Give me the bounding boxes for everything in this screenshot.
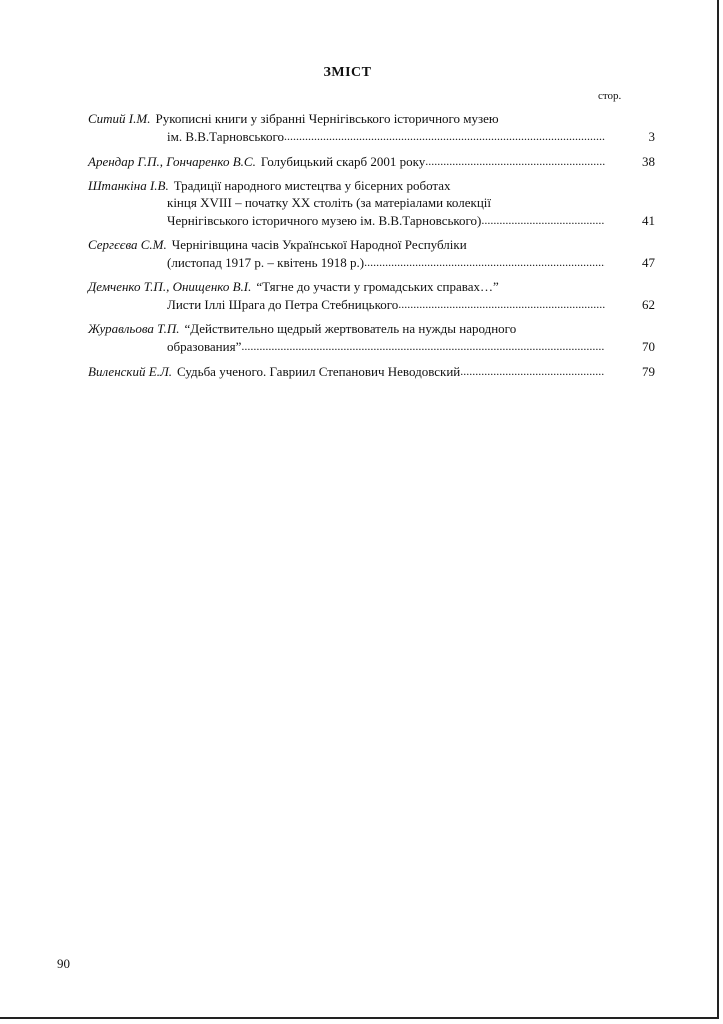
leader-dots xyxy=(241,337,605,355)
toc-entry-authors: Демченко Т.П., Онищенко В.І. xyxy=(88,279,252,294)
toc-entry-title: Чернігівщина часів Української Народної Республіки xyxy=(171,237,467,252)
toc-entry-authors: Виленский Е.Л. xyxy=(88,364,172,379)
toc-entry-title: Листи Іллі Шрага до Петра Стебницького xyxy=(167,297,399,312)
toc-entry-authors: Арендар Г.П., Гончаренко В.С. xyxy=(88,154,256,169)
toc-entry xyxy=(88,177,655,229)
toc-entry xyxy=(88,320,655,355)
toc-entry xyxy=(88,362,655,380)
toc-entry-line xyxy=(88,152,655,170)
toc-entry-title: “Действительно щедрый жертвователь на нужды народного xyxy=(184,321,517,336)
toc-entry-line xyxy=(88,127,655,145)
toc-entry-page: 70 xyxy=(642,339,655,354)
toc-entry-line xyxy=(88,337,655,355)
leader-dots xyxy=(425,152,605,170)
toc-entry-page: 79 xyxy=(642,364,655,379)
page-number: 90 xyxy=(57,956,70,971)
toc-entry-title: Чернігівського історичного музею ім. В.В.Тарновського) xyxy=(167,213,482,228)
toc-entry-page: 3 xyxy=(648,129,655,144)
toc-entry-page: 41 xyxy=(642,213,655,228)
toc-entry-title: Традиції народного мистецтва у бісерних роботах xyxy=(173,178,451,193)
toc-title: ЗМІСТ xyxy=(323,65,372,80)
toc-entry-title: (листопад 1917 р. – квітень 1918 р.) xyxy=(167,255,365,270)
toc-entry-title: кінця XVIII – початку XX століть (за матеріалами колекції xyxy=(167,195,492,210)
leader-dots xyxy=(481,211,605,229)
toc-entry-title: Рукописні книги у зібранні Чернігівського історичного музею xyxy=(155,111,499,126)
toc-entry-line xyxy=(88,253,655,271)
toc-entry-title: ім. В.В.Тарновського xyxy=(167,129,284,144)
toc-entry xyxy=(88,152,655,170)
toc-entry-page: 62 xyxy=(642,297,655,312)
toc-entry-authors: Штанкіна І.В. xyxy=(88,178,169,193)
page-column-label: стор. xyxy=(598,90,622,102)
toc-entry-page: 47 xyxy=(642,255,655,270)
leader-dots xyxy=(284,127,605,145)
toc-entry-title: образования” xyxy=(167,339,242,354)
toc-entry xyxy=(88,110,655,145)
toc-entry-line xyxy=(88,295,655,313)
toc-entry xyxy=(88,278,655,313)
toc-entry-line xyxy=(88,194,633,211)
toc-entry xyxy=(88,236,655,271)
leader-dots xyxy=(398,295,605,313)
leader-dots xyxy=(364,253,605,271)
toc-entry-line xyxy=(88,278,633,295)
toc-entry-line xyxy=(88,320,633,337)
toc-entry-line xyxy=(88,236,633,253)
toc-entry-authors: Сергєєва С.М. xyxy=(88,237,167,252)
table-of-contents xyxy=(88,110,655,387)
toc-entry-title: Голубицький скарб 2001 року xyxy=(260,154,426,169)
toc-entry-line xyxy=(88,362,655,380)
toc-entry-authors: Журавльова Т.П. xyxy=(88,321,180,336)
toc-entry-line xyxy=(88,110,633,127)
leader-dots xyxy=(460,362,605,380)
toc-entry-title: “Тягне до участи у громадських справах…” xyxy=(256,279,499,294)
toc-entry-title: Судьба ученого. Гавриил Степанович Неводовский xyxy=(177,364,461,379)
toc-entry-page: 38 xyxy=(642,154,655,169)
toc-entry-line xyxy=(88,211,655,229)
toc-entry-authors: Ситий І.М. xyxy=(88,111,151,126)
toc-entry-line xyxy=(88,177,633,194)
